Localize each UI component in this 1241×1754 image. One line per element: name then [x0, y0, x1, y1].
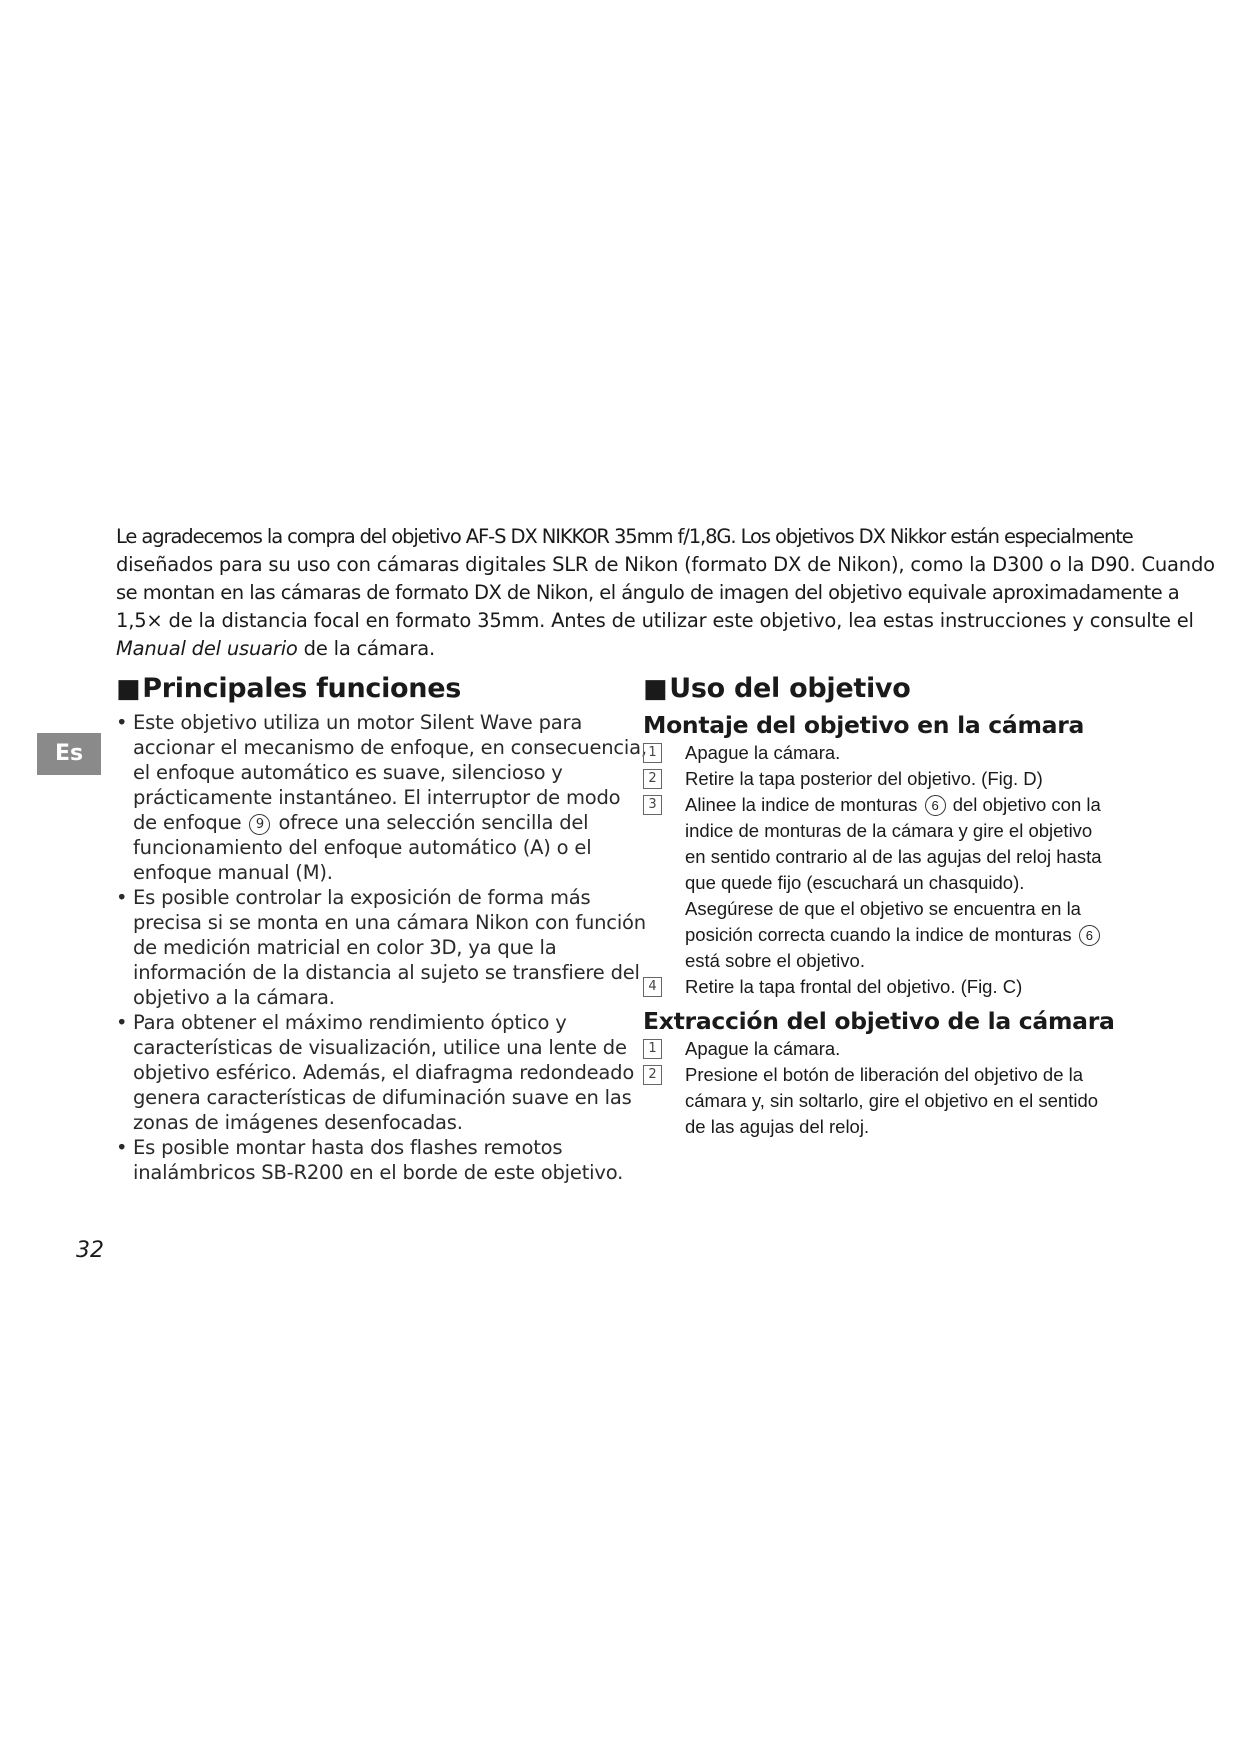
- text-line: de las agujas del reloj.: [685, 1116, 870, 1137]
- mount-steps: [643, 740, 1143, 1000]
- text-line: Retire la tapa frontal del objetivo. (Fig. C): [685, 976, 1023, 997]
- step-number-icon: 2: [643, 769, 662, 789]
- bullet-icon: •: [116, 1011, 128, 1034]
- text-line: características de visualización, utilice una lente de: [133, 1036, 627, 1059]
- text-line: zonas de imágenes desenfocadas.: [133, 1111, 463, 1134]
- text-line: accionar el mecanismo de enfoque, en consecuencia,: [133, 736, 647, 759]
- square-bullet-icon: ■: [643, 674, 668, 704]
- step-number-icon: 4: [643, 977, 662, 997]
- text-line: precisa si se monta en una cámara Nikon con función: [133, 911, 646, 934]
- mount-subtitle: Montaje del objetivo en la cámara: [643, 711, 1085, 739]
- bullet-icon: •: [116, 1136, 128, 1159]
- list-item: [116, 1135, 624, 1185]
- text-line: Este objetivo utiliza un motor Silent Wave para: [133, 711, 583, 734]
- step-number-icon: 1: [643, 743, 662, 763]
- list-item: [116, 885, 646, 1010]
- step-item: [643, 792, 1143, 974]
- page-number: 32: [76, 1238, 104, 1263]
- section-title-text: Uso del objetivo: [669, 673, 911, 704]
- text-line: información de la distancia al sujeto se transfiere del: [133, 961, 640, 984]
- text-line: Apague la cámara.: [685, 742, 841, 763]
- remove-steps: [643, 1036, 1143, 1140]
- text-line: prácticamente instantáneo. El interruptor de modo: [133, 786, 621, 809]
- list-item: [116, 1010, 635, 1135]
- text-line: Es posible montar hasta dos flashes remotos: [133, 1136, 563, 1159]
- manual-title: Manual del usuario: [116, 637, 298, 660]
- intro-line-rest: de la cámara.: [297, 637, 435, 660]
- intro-line: Le agradecemos la compra del objetivo AF-S DX NIKKOR 35mm f/1,8G. Los objetivos DX Nikkor están especialmente: [116, 525, 1133, 548]
- text-line: [685, 922, 1143, 948]
- step-item: [643, 1062, 1143, 1140]
- text-line: cámara y, sin soltarlo, gire el objetivo en el sentido: [685, 1090, 1099, 1111]
- text-line: objetivo esférico. Además, el diafragma redondeado: [133, 1061, 635, 1084]
- step-item: [643, 740, 1143, 766]
- text-line: Apague la cámara.: [685, 1038, 841, 1059]
- text-line: Es posible controlar la exposición de forma más: [133, 886, 591, 909]
- text-line: está sobre el objetivo.: [685, 950, 865, 971]
- text-line: que quede fijo (escuchará un chasquido).: [685, 872, 1025, 893]
- text-line: Retire la tapa posterior del objetivo. (Fig. D): [685, 768, 1043, 789]
- text-line: [133, 810, 616, 835]
- text-line: el enfoque automático es suave, silencioso y: [133, 761, 563, 784]
- circled-number-icon: 9: [249, 814, 270, 835]
- section-title-text: Principales funciones: [142, 673, 461, 704]
- section-title: [116, 672, 616, 706]
- bullet-icon: •: [116, 886, 128, 909]
- step-number-icon: 2: [643, 1065, 662, 1085]
- section-title: [643, 672, 1143, 706]
- step-item: [643, 974, 1143, 1000]
- intro-paragraph: [116, 523, 1215, 663]
- text-line: Asegúrese de que el objetivo se encuentra en la: [685, 898, 1081, 919]
- intro-line: 1,5× de la distancia focal en formato 35mm. Antes de utilizar este objetivo, lea estas instrucciones y consulte el: [116, 609, 1194, 632]
- text-fragment: de enfoque: [133, 811, 242, 834]
- remove-subtitle: Extracción del objetivo de la cámara: [643, 1007, 1115, 1035]
- text-line: objetivo a la cámara.: [133, 986, 335, 1009]
- features-list: [116, 710, 647, 1185]
- text-line: funcionamiento del enfoque automático (A) o el: [133, 836, 592, 859]
- list-item: [116, 710, 647, 885]
- text-line: [685, 792, 1143, 818]
- text-line: en sentido contrario al de las agujas del reloj hasta: [685, 846, 1102, 867]
- text-line: de medición matricial en color 3D, ya que la: [133, 936, 557, 959]
- lens-usage-section: [643, 672, 1143, 1140]
- text-line: inalámbricos SB-R200 en el borde de este objetivo.: [133, 1161, 624, 1184]
- main-features-section: [116, 672, 647, 1185]
- text-line: Presione el botón de liberación del objetivo de la: [685, 1064, 1084, 1085]
- intro-line: se montan en las cámaras de formato DX de Nikon, el ángulo de imagen del objetivo equivale aproximadamente a: [116, 581, 1180, 604]
- language-tab: Es: [37, 733, 101, 775]
- intro-line: [116, 635, 1136, 663]
- text-fragment: del objetivo con la: [947, 794, 1101, 815]
- circled-number-icon: 6: [925, 795, 946, 816]
- text-fragment: ofrece una selección sencilla del: [272, 811, 589, 834]
- step-number-icon: 1: [643, 1039, 662, 1059]
- square-bullet-icon: ■: [116, 674, 141, 704]
- circled-number-icon: 6: [1079, 925, 1100, 946]
- text-line: Para obtener el máximo rendimiento óptico y: [133, 1011, 567, 1034]
- text-line: genera características de difuminación suave en las: [133, 1086, 632, 1109]
- text-fragment: posición correcta cuando la indice de monturas: [685, 924, 1072, 945]
- step-item: [643, 1036, 1143, 1062]
- text-line: indice de monturas de la cámara y gire el objetivo: [685, 820, 1093, 841]
- step-item: [643, 766, 1143, 792]
- text-line: enfoque manual (M).: [133, 861, 333, 884]
- bullet-icon: •: [116, 711, 128, 734]
- text-fragment: Alinee la indice de monturas: [685, 794, 918, 815]
- intro-line: diseñados para su uso con cámaras digitales SLR de Nikon (formato DX de Nikon), como la D300 o la D90. Cuando: [116, 553, 1215, 576]
- step-number-icon: 3: [643, 795, 662, 815]
